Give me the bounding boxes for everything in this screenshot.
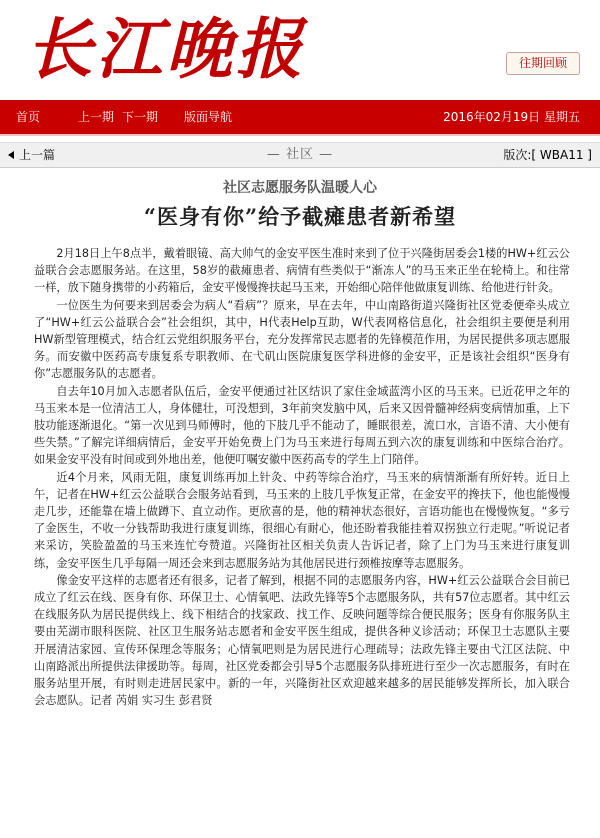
- archive-button[interactable]: 往期回顾: [506, 52, 580, 75]
- article-subbar: [0, 142, 600, 168]
- article-paragraph: 近4个月来，风雨无阻，康复训练再加上针灸、中药等综合治疗，马玉来的病情渐渐有所好转。近日上午，记者在HW+红云公益联合会服务站看到，马玉来的上肢几乎恢复正常，在金安平的搀扶下，他也能慢慢走几步，还能靠在墙上做蹲下、直立动作。更欣喜的是，他的精神状态很好，言语功能也在慢慢恢复。“多亏了金医生，不收一分钱帮助我进行康复训练，很细心有耐心，他还盼着我能挂着双拐独立行走呢。”听说记者来采访，笑脸盈盈的马玉来连忙夸赞道。兴隆街社区相关负责人告诉记者，除了上门为马玉来进行康复训练，金安平医生几乎每隔一周还会来到志愿服务站为其他居民进行颈椎按摩等志愿服务。: [34, 470, 570, 570]
- issue-date: 2016年02月19日 星期五: [443, 110, 580, 124]
- nav-prev-issue-link[interactable]: 上一期: [78, 110, 115, 124]
- prev-article-link[interactable]: [8, 143, 55, 167]
- newspaper-logo[interactable]: [26, 6, 326, 86]
- top-navbar: [0, 100, 600, 136]
- prev-article-label: 上一篇: [19, 148, 56, 162]
- article-paragraph: 一位医生为何要来到居委会为病人“看病”？原来，早在去年，中山南路街道兴隆街社区党委便牵头成立了“HW+红云公益联合会”社会组织，其中，H代表Help互助，W代表网格信息化，社会组织主要便是利用HW新型管理模式，结合红云党组织服务平台，充分发挥常民志愿者的先锋模范作用，为居民提供多项志愿服务。而安徽中医药高专康复系专职教师、在弋矶山医院康复医学科进修的金安平，正是该社会组织“医身有你”志愿服务队的志愿者。: [34, 298, 570, 381]
- nav-layout-link[interactable]: 版面导航: [184, 110, 233, 124]
- nav-next-issue-link[interactable]: 下一期: [122, 110, 159, 124]
- nav-home-link[interactable]: 首页: [16, 110, 41, 124]
- logo-text: 长江晚报: [26, 10, 306, 86]
- article-body: [34, 245, 570, 709]
- masthead: [0, 0, 600, 96]
- edition-label: 版次:[ WBA11 ]: [503, 148, 592, 162]
- article-paragraph: 像金安平这样的志愿者还有很多，记者了解到，根据不同的志愿服务内容，HW+红云公益联合会目前已成立了红云在线、医身有你、环保卫士、心情氧吧、法政先锋等5个志愿服务队，共有57位志愿者。其中红云在线服务队为居民提供线上、线下相结合的找家政、找工作、反映问题等综合便民服务；医身有你服务队主要由芜湖市眼科医院、社区卫生服务站志愿者和金安平医生组成，提供各种义诊活动；环保卫士志愿队主要开展清洁家园、宣传环保理念等服务；心情氧吧则是为居民进行心理疏导；法政先锋主要由弋江区法院、中山南路派出所提供法律援助等。每周，社区党委都会引导5个志愿服务队排班进行至少一次志愿服务，有时在服务站里开展，有时则走进居民家中。新的一年，兴隆街社区欢迎越来越多的居民能够发挥所长，加入联合会志愿队。记者 芮娟 实习生 彭君贤: [34, 573, 570, 708]
- article-headline: “医身有你”给予截瘫患者新希望: [143, 204, 457, 229]
- section-name: — 社区 —: [266, 147, 334, 162]
- left-arrow-icon: [8, 151, 14, 159]
- article-kicker: 社区志愿服务队温暖人心: [223, 180, 377, 196]
- article-paragraph: 自去年10月加入志愿者队伍后，金安平便通过社区结识了家住金域蓝湾小区的马玉来。已近花甲之年的马玉来本是一位清洁工人，身体健壮，可没想到，3年前突发脑中风，后来又因骨髓神经病变病情加重，上下肢功能逐渐退化。“第一次见到马师傅时，他的下肢几乎不能动了，睡眠很差，流口水，言语不清、大小便有些失禁。”了解完详细病情后，金安平开始免费上门为马玉来进行每周五到六次的康复训练和中医综合治疗。如果金安平没有时间或到外地出差，他便叮嘱安徽中医药高专的学生上门陪伴。: [34, 384, 570, 467]
- article-paragraph: 2月18日上午8点半，戴着眼镜、高大帅气的金安平医生准时来到了位于兴隆街居委会1楼的HW+红云公益联合会志愿服务站。在这里，58岁的截瘫患者、病情有些类似于“渐冻人”的马玉来正坐在轮椅上。和往常一样，放下随身携带的小药箱后，金安平慢慢搀扶起马玉来，开始细心陪伴他做康复训练、给他进行针灸。: [34, 247, 570, 295]
